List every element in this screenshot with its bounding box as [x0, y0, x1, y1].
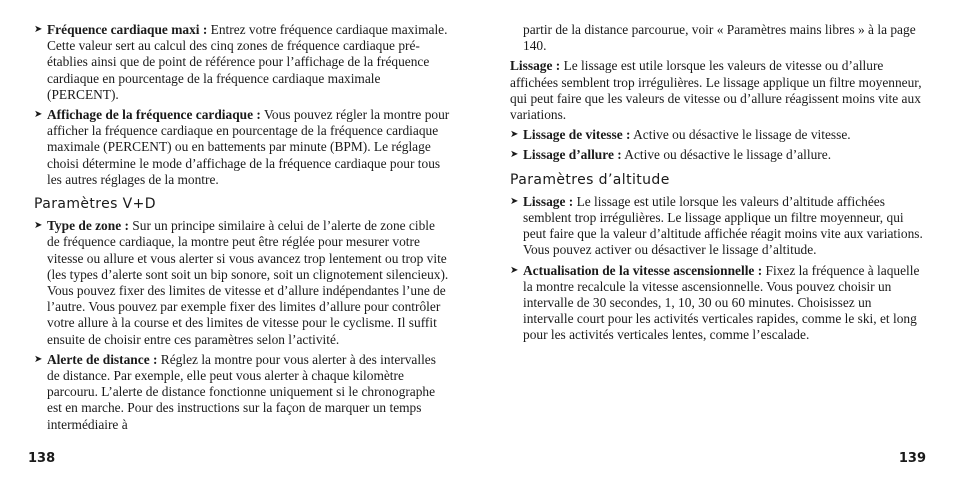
- bullet-frequence-cardiaque-maxi: [34, 22, 450, 103]
- arrow-bullet-icon: ➤: [510, 195, 519, 207]
- bullet-text: Entrez votre fréquence cardiaque maximale. Cette valeur sert au calcul des cinq zones de fréquence cardiaque pré-établies ainsi que de point de référence pour l’affichage de la fréquence cardiaque en pourcentage de la fréquence cardiaque maximale (PERCENT).: [47, 22, 448, 102]
- bullet-text: Active ou désactive le lissage d’allure.: [621, 147, 832, 163]
- bullet-term: Affichage de la fréquence cardiaque :: [47, 107, 261, 123]
- bullet-term: Lissage d’allure :: [523, 147, 622, 163]
- bullet-text: Active ou désactive le lissage de vitesse.: [630, 127, 851, 143]
- page-number-right: 139: [898, 451, 926, 466]
- arrow-bullet-icon: ➤: [34, 353, 43, 365]
- bullet-lissage-allure: [510, 147, 924, 163]
- section-heading-altitude: Paramètres d’altitude: [510, 171, 670, 188]
- lissage-paragraph: [510, 58, 924, 123]
- bullet-text: Vous pouvez régler la montre pour afficher la fréquence cardiaque en pourcentage de la fréquence cardiaque maximale (PERCENT) ou en battements par minute (BPM). Le réglage choisi détermine le mode d’affichage de la fréquence cardiaque pour tous les autres réglages de la montre.: [47, 107, 450, 187]
- arrow-bullet-icon: ➤: [510, 264, 519, 276]
- bullet-lissage-vitesse: [510, 127, 924, 143]
- bullet-term: Actualisation de la vitesse ascensionnelle :: [523, 262, 763, 278]
- bullet-term: Fréquence cardiaque maxi :: [47, 22, 208, 37]
- bullet-text: Le lissage est utile lorsque les valeurs d’altitude affichées semblent trop irrégulières. Le lissage applique un filtre moyenneur, qui peut faire que la valeur d’altitude affichée réagit moins vite aux variations. Vous pouvez activer ou désactiver le lissage d’altitude.: [523, 193, 923, 258]
- arrow-bullet-icon: ➤: [34, 109, 43, 121]
- lissage-term: Lissage :: [510, 58, 561, 74]
- bullet-text: Réglez la montre pour vous alerter à des intervalles de distance. Par exemple, elle peut vous alerter à chaque kilomètre parcouru. L’alerte de distance fonctionne uniquement si le chronographe est en marche. Pour des instructions sur la façon de marquer un temps intermédiaire à: [47, 351, 436, 432]
- arrow-bullet-icon: ➤: [34, 24, 43, 35]
- bullet-actualisation-vitesse: [510, 263, 924, 344]
- bullet-lissage-altitude: [510, 194, 924, 259]
- arrow-bullet-icon: ➤: [510, 149, 519, 161]
- arrow-bullet-icon: ➤: [34, 220, 43, 232]
- bullet-text: Sur un principe similaire à celui de l’alerte de zone cible de fréquence cardiaque, la montre peut être réglée pour mesurer votre vitesse ou allure et vous alerter si vous avancez trop lentement ou trop vite (les types d’alerte sont soit un bip sonore, soit un clignotement silencieux). Vous pouvez fixer des limites de vitesse et d’allure indépendantes l’une de l’autre. Vous pouvez par exemple fixer des limites d’allure pour contrôler votre allure à la course et des limites de vitesse pour le cyclisme. Il suffit ensuite de choisir entre ces paramètres selon l’activité.: [47, 218, 449, 347]
- bullet-term: Lissage de vitesse :: [523, 127, 631, 143]
- arrow-bullet-icon: ➤: [510, 129, 519, 141]
- bullet-text: Fixez la fréquence à laquelle la montre recalcule la vitesse ascensionnelle. Vous pouvez choisir un intervalle de 30 secondes, 1, 10, 30 ou 60 minutes. Choisissez un intervalle court pour les activités verticales rapides, comme le ski, et long pour les activités verticales lentes, comme l’escalade.: [523, 262, 920, 343]
- right-page-column: [510, 22, 924, 348]
- bullet-term: Lissage :: [523, 193, 574, 209]
- bullet-alerte-distance: [34, 352, 450, 433]
- section-heading-vd: Paramètres V+D: [34, 196, 156, 213]
- bullet-affichage-frequence: [34, 107, 450, 188]
- left-page-column: [34, 22, 450, 437]
- continuation-text: partir de la distance parcourue, voir « Paramètres mains libres » à la page 140.: [523, 22, 916, 54]
- bullet-term: Type de zone :: [47, 218, 129, 234]
- bullet-term: Alerte de distance :: [47, 351, 158, 367]
- lissage-text: Le lissage est utile lorsque les valeurs de vitesse ou d’allure affichées semblent trop irrégulières. Le lissage applique un filtre moyenneur, qui peut faire que les valeurs de vitesse ou d’allure réagissent moins vite aux variations.: [510, 58, 922, 123]
- page-number-left: 138: [28, 451, 56, 466]
- bullet-type-de-zone: [34, 218, 450, 348]
